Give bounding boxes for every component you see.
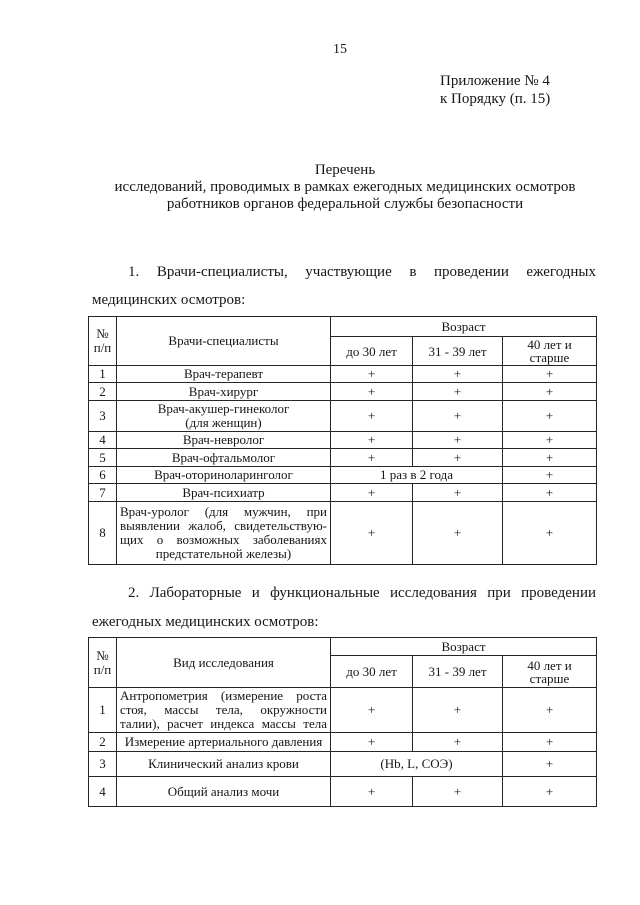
table-header-row xyxy=(89,638,597,656)
specialist-name: Врач-невролог xyxy=(182,432,265,447)
number-column-header: № п/п xyxy=(89,638,117,688)
specialists-table xyxy=(88,316,597,565)
age-31-39-cell: + xyxy=(413,733,503,752)
examination-name-line: стоя, массы тела, окружности xyxy=(120,702,327,717)
specialist-name-line: Врач-уролог (для мужчин, при xyxy=(120,504,327,519)
age-31-39-cell: + xyxy=(413,484,503,502)
age-40-plus-cell: + xyxy=(503,432,597,449)
specialist-name-line: Врач-акушер-гинеколог xyxy=(157,401,290,416)
document-title xyxy=(90,162,600,213)
examination-name-cell xyxy=(117,733,331,752)
table-row xyxy=(89,449,597,467)
specialist-name-cell xyxy=(117,366,331,383)
row-number-cell: 7 xyxy=(89,484,117,502)
specialist-name-line: выявлении жалоб, свидетельствую- xyxy=(120,518,327,533)
specialist-name-line: предстательной железы) xyxy=(155,546,292,561)
examination-name: Общий анализ мочи xyxy=(167,783,280,799)
age-under-30-header: до 30 лет xyxy=(331,337,413,366)
age-under-30-cell: + xyxy=(331,383,413,401)
section-2-heading-line-2: ежегодных медицинских осмотров: xyxy=(92,614,319,630)
row-number-cell: 5 xyxy=(89,449,117,467)
appendix-reference xyxy=(440,72,550,108)
age-40-plus-label: 40 лет и старше xyxy=(527,337,572,365)
age-40-plus-cell: + xyxy=(503,484,597,502)
examination-type-column-header: Вид исследования xyxy=(117,638,331,688)
age-31-39-cell: + xyxy=(413,688,503,733)
section-1-heading-line-1: 1. Врачи-специалисты, участвующие в проведении ежегодных xyxy=(128,264,596,280)
specialist-name-line: щих о возможных заболеваниях xyxy=(120,532,327,547)
specialist-name: Врач-офтальмолог xyxy=(171,449,276,465)
age-under-30-cell: + xyxy=(331,502,413,565)
age-40-plus-cell: + xyxy=(503,752,597,777)
specialist-name-line: (для женщин) xyxy=(185,415,262,430)
age-under-30-cell: + xyxy=(331,366,413,383)
examinations-table xyxy=(88,637,597,807)
age-31-39-cell: + xyxy=(413,432,503,449)
table-row xyxy=(89,733,597,752)
age-40-plus-cell: + xyxy=(503,401,597,432)
specialist-name-cell xyxy=(117,502,331,565)
examination-name: Клинический анализ крови xyxy=(148,756,299,771)
specialists-column-header: Врачи-специалисты xyxy=(117,317,331,366)
age-31-39-cell: + xyxy=(413,366,503,383)
table-row xyxy=(89,467,597,484)
specialist-name-cell xyxy=(117,449,331,467)
age-column-group-header: Возраст xyxy=(331,317,597,337)
age-31-39-header: 31 - 39 лет xyxy=(413,656,503,688)
age-40-plus-header xyxy=(503,337,597,366)
age-under-30-cell: + xyxy=(331,401,413,432)
age-column-group-header: Возраст xyxy=(331,638,597,656)
age-40-plus-cell: + xyxy=(503,777,597,807)
table-header-row xyxy=(89,317,597,337)
age-under-30-cell: + xyxy=(331,777,413,807)
specialist-name-cell xyxy=(117,484,331,502)
age-under-30-cell: + xyxy=(331,449,413,467)
section-1-heading-line-2: медицинских осмотров: xyxy=(92,292,246,308)
table-row xyxy=(89,432,597,449)
specialist-name-cell xyxy=(117,383,331,401)
examination-name-line: талии), расчет индекса массы тела xyxy=(120,716,327,731)
table-row xyxy=(89,401,597,432)
table-row xyxy=(89,752,597,777)
age-40-plus-cell: + xyxy=(503,467,597,484)
row-number-cell: 2 xyxy=(89,733,117,752)
row-number-cell: 8 xyxy=(89,502,117,565)
age-31-39-header: 31 - 39 лет xyxy=(413,337,503,366)
age-31-39-cell: + xyxy=(413,383,503,401)
appendix-order-reference: к Порядку (п. 15) xyxy=(440,91,551,107)
table-row xyxy=(89,366,597,383)
age-31-39-cell: + xyxy=(413,401,503,432)
examination-name-cell xyxy=(117,688,331,733)
examination-name: Измерение артериального давления xyxy=(124,734,323,749)
table-row xyxy=(89,777,597,807)
examination-name-line: Антропометрия (измерение роста xyxy=(120,688,327,703)
title-line-1: Перечень xyxy=(314,162,376,178)
age-under-30-cell: + xyxy=(331,432,413,449)
title-line-2: исследований, проводимых в рамках ежегодных медицинских осмотров xyxy=(114,179,576,195)
age-40-plus-cell: + xyxy=(503,688,597,733)
row-number-cell: 3 xyxy=(89,752,117,777)
age-40-plus-cell: + xyxy=(503,733,597,752)
title-line-3: работников органов федеральной службы безопасности xyxy=(166,196,524,212)
age-40-plus-cell: + xyxy=(503,366,597,383)
age-under-30-cell: + xyxy=(331,733,413,752)
table-row xyxy=(89,484,597,502)
age-40-plus-header xyxy=(503,656,597,688)
row-number-cell: 1 xyxy=(89,688,117,733)
specialist-name: Врач-хирург xyxy=(188,383,259,399)
examination-name-cell xyxy=(117,777,331,807)
table-row xyxy=(89,502,597,565)
page-number: 15 xyxy=(333,42,347,57)
age-under-30-cell: + xyxy=(331,688,413,733)
age-40-plus-label: 40 лет и старше xyxy=(527,657,572,686)
specialist-name: Врач-терапевт xyxy=(183,366,264,381)
age-31-39-cell: + xyxy=(413,502,503,565)
row-number-cell: 3 xyxy=(89,401,117,432)
row-number-cell: 1 xyxy=(89,366,117,383)
age-under-30-header: до 30 лет xyxy=(331,656,413,688)
appendix-number: Приложение № 4 xyxy=(440,73,550,89)
examination-name-cell xyxy=(117,752,331,777)
row-number-cell: 2 xyxy=(89,383,117,401)
table-row xyxy=(89,383,597,401)
specialist-name-cell xyxy=(117,467,331,484)
specialist-name: Врач-оториноларинголог xyxy=(154,467,293,482)
age-40-plus-cell: + xyxy=(503,502,597,565)
age-under-40-merged-cell: (Hb, L, СОЭ) xyxy=(331,752,503,777)
section-2-heading-line-1: 2. Лабораторные и функциональные исследования при проведении xyxy=(128,585,596,601)
row-number-cell: 6 xyxy=(89,467,117,484)
age-31-39-cell: + xyxy=(413,449,503,467)
age-40-plus-cell: + xyxy=(503,449,597,467)
row-number-cell: 4 xyxy=(89,777,117,807)
age-40-plus-cell: + xyxy=(503,383,597,401)
age-31-39-cell: + xyxy=(413,777,503,807)
age-under-40-merged-cell: 1 раз в 2 года xyxy=(331,467,503,484)
specialist-name: Врач-психиатр xyxy=(182,484,265,500)
age-under-30-cell: + xyxy=(331,484,413,502)
specialist-name-cell xyxy=(117,432,331,449)
number-column-header: № п/п xyxy=(89,317,117,366)
row-number-cell: 4 xyxy=(89,432,117,449)
table-row xyxy=(89,688,597,733)
specialist-name-cell xyxy=(117,401,331,432)
